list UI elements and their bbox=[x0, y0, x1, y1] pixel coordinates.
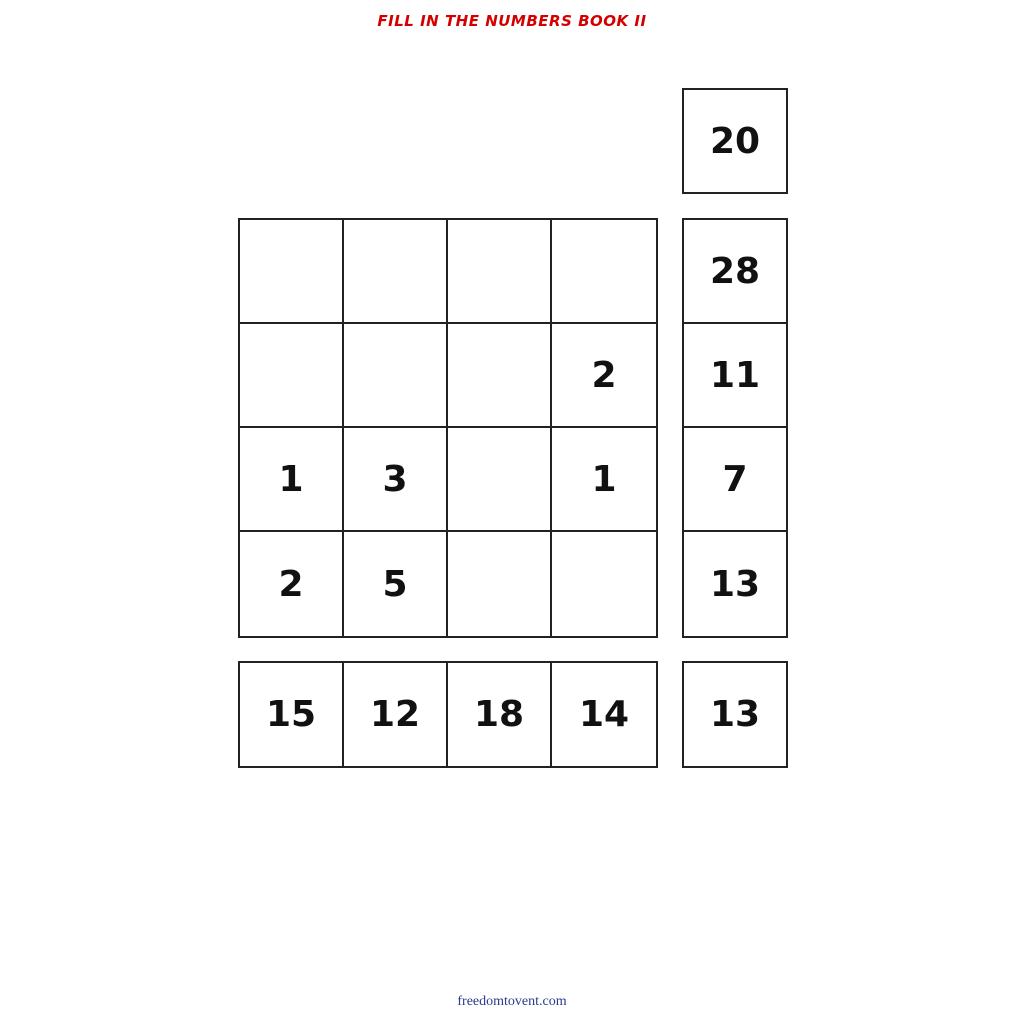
grid-cell[interactable] bbox=[552, 220, 656, 324]
column-sums-row bbox=[238, 661, 658, 768]
page-title: FILL IN THE NUMBERS BOOK II bbox=[377, 12, 647, 30]
column-sum-cell: 18 bbox=[448, 663, 552, 766]
row-sum-cell: 11 bbox=[684, 324, 786, 428]
grid-cell[interactable] bbox=[448, 532, 552, 636]
grid-cell[interactable] bbox=[344, 324, 448, 428]
grid-cell: 1 bbox=[552, 428, 656, 532]
grid-cell[interactable] bbox=[344, 220, 448, 324]
corner-sum-box: 13 bbox=[682, 661, 788, 768]
grid-cell[interactable] bbox=[448, 324, 552, 428]
grid-cell[interactable] bbox=[448, 428, 552, 532]
row-sum-cell: 28 bbox=[684, 220, 786, 324]
grid-cell: 5 bbox=[344, 532, 448, 636]
row-sums-column bbox=[682, 218, 788, 638]
grid-cell: 3 bbox=[344, 428, 448, 532]
grid-cell: 2 bbox=[240, 532, 344, 636]
footer-site-label: freedomtovent.com bbox=[457, 994, 567, 1009]
grid-cell[interactable] bbox=[552, 532, 656, 636]
column-sum-cell: 12 bbox=[344, 663, 448, 766]
row-sum-cell: 7 bbox=[684, 428, 786, 532]
row-sum-cell: 13 bbox=[709, 563, 761, 605]
grid-cell[interactable] bbox=[240, 324, 344, 428]
diagonal-sum-box: 20 bbox=[682, 88, 788, 194]
grid-cell[interactable] bbox=[448, 220, 552, 324]
grid-cell[interactable] bbox=[240, 220, 344, 324]
column-sum-cell: 14 bbox=[578, 694, 630, 735]
column-sum-cell: 15 bbox=[240, 663, 344, 766]
grid-cell: 2 bbox=[552, 324, 656, 428]
grid-cell: 1 bbox=[240, 428, 344, 532]
puzzle-grid bbox=[238, 218, 658, 638]
